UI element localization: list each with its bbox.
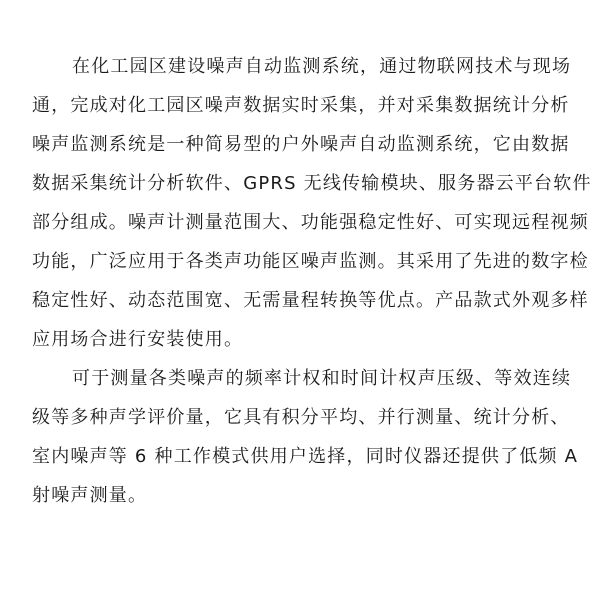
paragraph-line: 部分组成。噪声计测量范围大、功能强稳定性好、可实现远程视频 <box>32 212 589 233</box>
paragraph-line: 应用场合进行安装使用。 <box>32 329 244 350</box>
paragraph-line: 噪声监测系统是一种简易型的户外噪声自动监测系统，它由数据 <box>32 134 570 155</box>
paragraph-line: 功能，广泛应用于各类声功能区噪声监测。其采用了先进的数字检 <box>32 251 589 272</box>
paragraph-line: 稳定性好、动态范围宽、无需量程转换等优点。产品款式外观多样 <box>32 290 589 311</box>
paragraph-1 <box>32 47 600 359</box>
paragraph-line: 级等多种声学评价量，它具有积分平均、并行测量、统计分析、 <box>32 407 570 428</box>
paragraph-2 <box>32 359 600 515</box>
paragraph-line: 通，完成对化工园区噪声数据实时采集，并对采集数据统计分析 <box>32 95 570 116</box>
paragraph-line: 可于测量各类噪声的频率计权和时间计权声压级、等效连续 <box>72 368 572 389</box>
paragraph-line: 在化工园区建设噪声自动监测系统，通过物联网技术与现场 <box>72 56 572 77</box>
paragraph-line: 数据采集统计分析软件、GPRS 无线传输模块、服务器云平台软件 <box>32 173 592 194</box>
document-page <box>32 47 600 600</box>
paragraph-line: 射噪声测量。 <box>32 485 148 506</box>
paragraph-line: 室内噪声等 6 种工作模式供用户选择，同时仪器还提供了低频 A <box>32 446 579 467</box>
